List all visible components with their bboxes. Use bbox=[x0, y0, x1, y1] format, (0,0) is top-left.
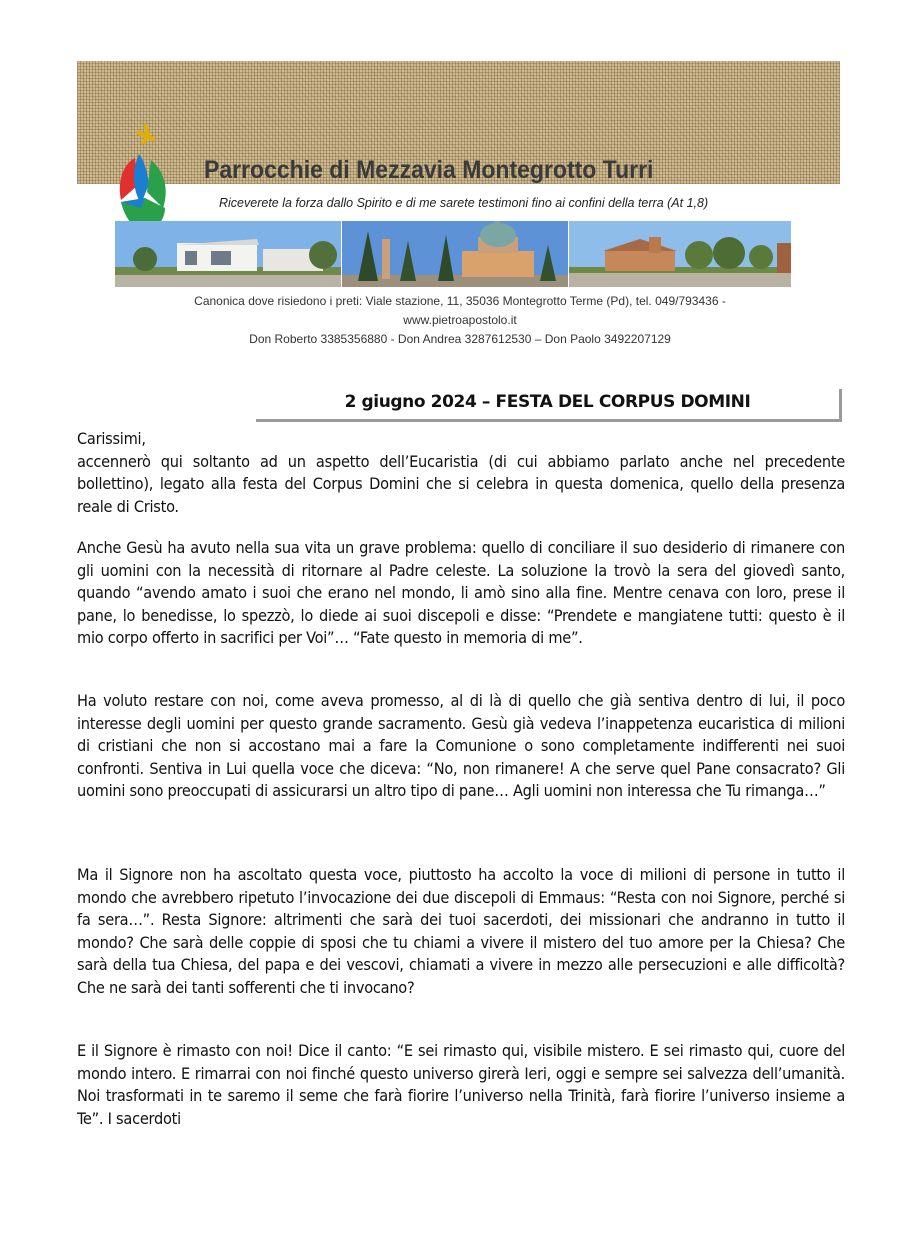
greeting: Carissimi, bbox=[77, 429, 146, 448]
heading-box bbox=[256, 389, 842, 422]
paragraph-1: accennerò qui soltanto ad un aspetto dell’Eucaristia (di cui abbiamo parlato anche nel precedente bollettino), legato alla festa del Corpus Domini che si celebra in questa domenica, quello della presenza reale di Cristo. bbox=[77, 451, 845, 516]
priests-phone-numbers: Don Roberto 3385356880 - Don Andrea 3287612530 – Don Paolo 3492207129 bbox=[249, 332, 671, 346]
paragraph-4: Ma il Signore non ha ascoltato questa voce, piuttosto ha accolto la voce di milioni di persone in tutto il mondo che avrebbero ripetuto l’invocazione dei due discepoli di Emmaus: “Resta con noi Signore, perché si fa sera…”. Resta Signore: altrimenti che sarà dei tuoi sacerdoti, dei missionari che andranno in tutto il mondo? Che sarà delle coppie di sposi che tu chiami a vivere il mistero del tuo amore per la Chiesa? Che sarà della tua Chiesa, del papa e dei vescovi, chiamati a vivere in mezzo alle persecuzioni e alle difficoltà? Che ne sarà dei tanti sofferenti che ti invocano? bbox=[77, 865, 845, 997]
parish-title: Parrocchie di Mezzavia Montegrotto Turri bbox=[204, 156, 654, 184]
paragraph-3: Ha voluto restare con noi, come aveva promesso, al di là di quello che già sentiva dentro di lui, il poco interesse degli uomini per questo grande sacramento. Gesù già vedeva l’inappetenza eucaristica di milioni di cristiani che non si accostano mai a fare la Comunione o sono completamente indifferenti nei suoi confronti. Sentiva in Lui quella voce che diceva: “No, non rimanere! A che serve quel Pane consacrato? Gli uomini sono preoccupati di assicurarsi un altro tipo di pane… Agli uomini non interessa che Tu rimanga…” bbox=[77, 691, 845, 801]
church-photo-montegrotto bbox=[342, 221, 568, 287]
page-heading: 2 giugno 2024 – FESTA DEL CORPUS DOMINI bbox=[344, 392, 751, 412]
paragraph-5: E il Signore è rimasto con noi! Dice il canto: “E sei rimasto qui, visibile mistero. E sei rimasto qui, cuore del mondo intero. E rimarrai con noi finché questo universo girerà Ieri, oggi e sempre sei salvezza dell’umanità. Noi trasformati in te saremo il seme che farà fiorire l’universo nella Trinità, farà fiorire l’universo insieme a Te”. I sacerdoti bbox=[77, 1041, 845, 1128]
paragraph-2: Anche Gesù ha avuto nella sua vita un grave problema: quello di conciliare il suo desiderio di rimanere con gli uomini con la necessità di ritornare al Padre celeste. La soluzione la trovò la sera del giovedì santo, quando “avendo amato i suoi che erano nel mondo, li amò sino alla fine. Mentre cenava con loro, prese il pane, lo benedisse, lo spezzò, lo diede ai suoi discepoli e disse: “Prendete e mangiatene tutti: questo è il mio corpo offerto in sacrifici per Voi”… “Fate questo in memoria di me”. bbox=[77, 538, 845, 648]
parish-logo bbox=[115, 124, 171, 234]
church-photo-mezzavia bbox=[115, 221, 341, 287]
church-photo-turri bbox=[569, 221, 791, 287]
letter-body-intro bbox=[77, 428, 845, 518]
website-link[interactable]: www.pietroapostolo.it bbox=[403, 313, 517, 327]
contact-address: Canonica dove risiedono i preti: Viale stazione, 11, 35036 Montegrotto Terme (Pd), tel. 049/793436 - bbox=[194, 294, 726, 308]
parish-motto: Riceverete la forza dallo Spirito e di me sarete testimoni fino ai confini della terra (At 1,8) bbox=[219, 196, 709, 210]
header-banner bbox=[77, 61, 840, 287]
